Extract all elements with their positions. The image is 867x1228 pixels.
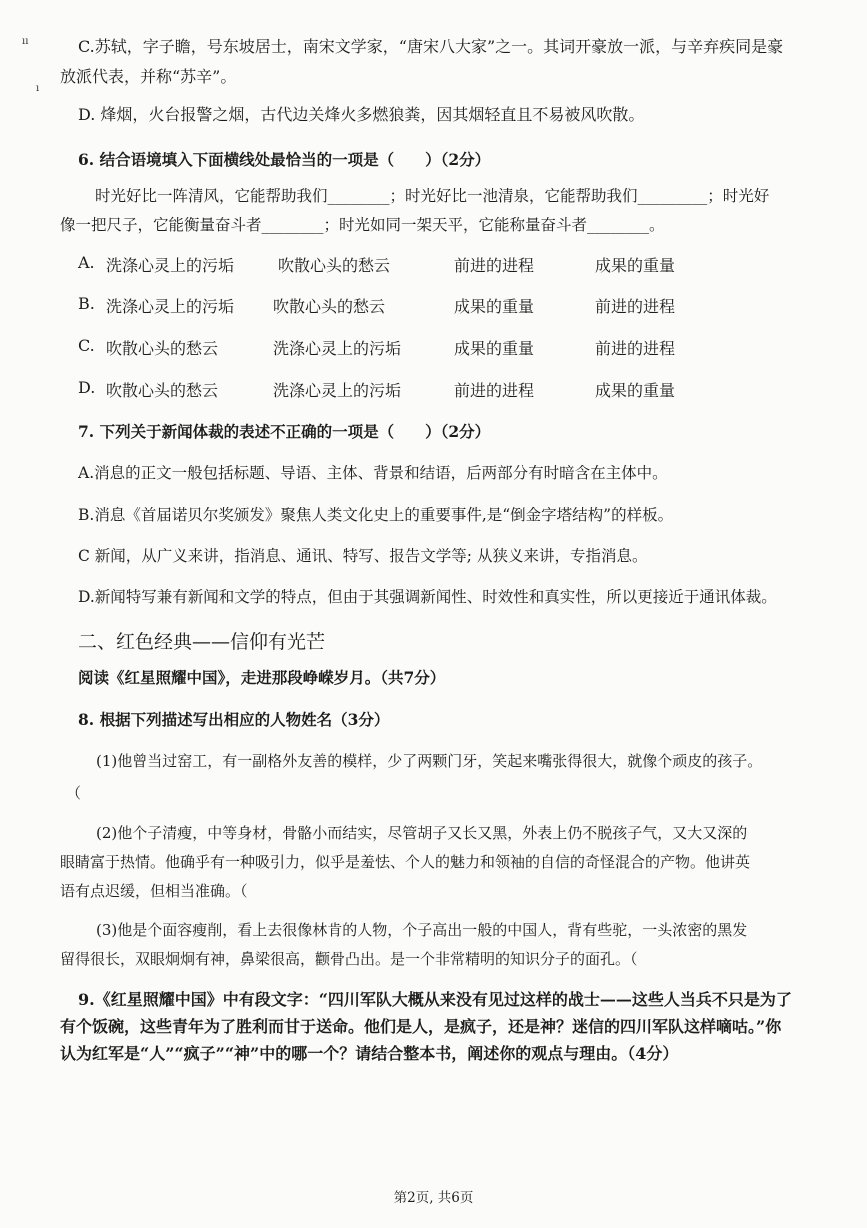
option-cell: 前进的进程 <box>454 256 535 275</box>
q6-passage-line1: 时光好比一阵清风，它能帮助我们________；时光好比一池清泉，它能帮助我们_________；时光好 <box>95 187 770 205</box>
q8-stem: 8. 根据下列描述写出相应的人物姓名（3分） <box>78 710 390 729</box>
option-cell: 前进的进程 <box>595 339 676 358</box>
q7-option-b: B.消息《首届诺贝尔奖颁发》聚焦人类文化史上的重要事件,是“倒金字塔结构”的样板。 <box>78 506 674 524</box>
option-label: B. <box>78 294 95 313</box>
q8-item3-line2: 留得很长，双眼炯炯有神，鼻梁很高，颧骨凸出。是一个非常精明的知识分子的面孔。（ <box>60 950 638 968</box>
q8-item2-line3: 语有点迟缓，但相当准确。（ <box>60 882 248 900</box>
q7-stem: 7. 下列关于新闻体裁的表述不正确的一项是（ ）（2分） <box>78 422 491 441</box>
option-cell: 吹散心头的愁云 <box>278 256 391 275</box>
option-cell: 洗涤心灵上的污垢 <box>273 339 402 358</box>
q5-option-d: D. 烽烟，火台报警之烟，古代边关烽火多燃狼粪，因其烟轻直且不易被风吹散。 <box>78 105 645 124</box>
q8-item1-line2: （ <box>66 784 82 802</box>
option-cell: 吹散心头的愁云 <box>106 339 219 358</box>
option-label: D. <box>78 378 96 397</box>
q6-passage-line2: 像一把尺子，它能衡量奋斗者________；时光如同一架天平，它能称量奋斗者________。 <box>60 216 665 234</box>
q8-item2-line1: (2)他个子清瘦，中等身材，骨骼小而结实，尽管胡子又长又黑，外表上仍不脱孩子气，又大又深的 <box>96 824 748 842</box>
option-cell: 洗涤心灵上的污垢 <box>273 381 402 400</box>
option-cell: 洗涤心灵上的污垢 <box>106 297 235 316</box>
option-cell: 前进的进程 <box>454 381 535 400</box>
q6-stem: 6. 结合语境填入下面横线处最恰当的一项是（ ）（2分） <box>78 150 491 169</box>
option-label: C. <box>78 336 95 355</box>
q9-line2: 有个饭碗，这些青年为了胜利而甘于送命。他们是人，是疯子，还是神？迷信的四川军队这样嘀咕。”你 <box>60 1017 782 1036</box>
section-intro: 阅读《红星照耀中国》，走进那段峥嵘岁月。（共7分） <box>78 668 446 687</box>
scan-mark: ıı <box>22 36 29 47</box>
scan-mark: ı <box>36 83 40 94</box>
q8-item1-line1: (1)他曾当过窑工，有一副格外友善的模样，少了两颗门牙，笑起来嘴张得很大，就像个顽皮的孩子。 <box>96 752 763 770</box>
q8-item2-line2: 眼睛富于热情。他确乎有一种吸引力，似乎是羞怯、个人的魅力和领袖的自信的奇怪混合的产物。他讲英 <box>60 853 751 871</box>
q5-option-c-line1: C.苏轼，字子瞻，号东坡居士，南宋文学家，“唐宋八大家”之一。其词开豪放一派，与辛弃疾同是豪 <box>78 37 784 56</box>
q9-line3: 认为红军是“人”“疯子”“神”中的哪一个？请结合整本书，阐述你的观点与理由。（4分） <box>60 1044 679 1063</box>
option-cell: 成果的重量 <box>595 381 676 400</box>
q9-line1: 9.《红星照耀中国》中有段文字：“四川军队大概从来没有见过这样的战士——这些人当兵不只是为了 <box>78 990 792 1009</box>
section-heading: 二、红色经典——信仰有光芒 <box>78 631 326 653</box>
option-cell: 洗涤心灵上的污垢 <box>106 256 235 275</box>
option-cell: 前进的进程 <box>595 297 676 316</box>
q8-item3-line1: (3)他是个面容瘦削，看上去很像林肯的人物，个子高出一般的中国人，背有些驼，一头浓密的黑发 <box>96 921 748 939</box>
page-number: 第2页, 共6页 <box>393 1190 474 1206</box>
option-cell: 成果的重量 <box>454 297 535 316</box>
q7-option-c: C 新闻，从广义来讲，指消息、通讯、特写、报告文学等; 从狭义来讲，专指消息。 <box>78 547 648 565</box>
option-cell: 吹散心头的愁云 <box>106 381 219 400</box>
q7-option-a: A.消息的正文一般包括标题、导语、主体、背景和结语，后两部分有时暗含在主体中。 <box>78 464 668 482</box>
option-cell: 成果的重量 <box>454 339 535 358</box>
option-cell: 成果的重量 <box>595 256 676 275</box>
option-cell: 吹散心头的愁云 <box>273 297 386 316</box>
option-label: A. <box>78 253 95 272</box>
q5-option-c-line2: 放派代表，并称“苏辛”。 <box>60 67 237 86</box>
q7-option-d: D.新闻特写兼有新闻和文学的特点，但由于其强调新闻性、时效性和真实性，所以更接近于通讯体裁。 <box>78 588 777 606</box>
